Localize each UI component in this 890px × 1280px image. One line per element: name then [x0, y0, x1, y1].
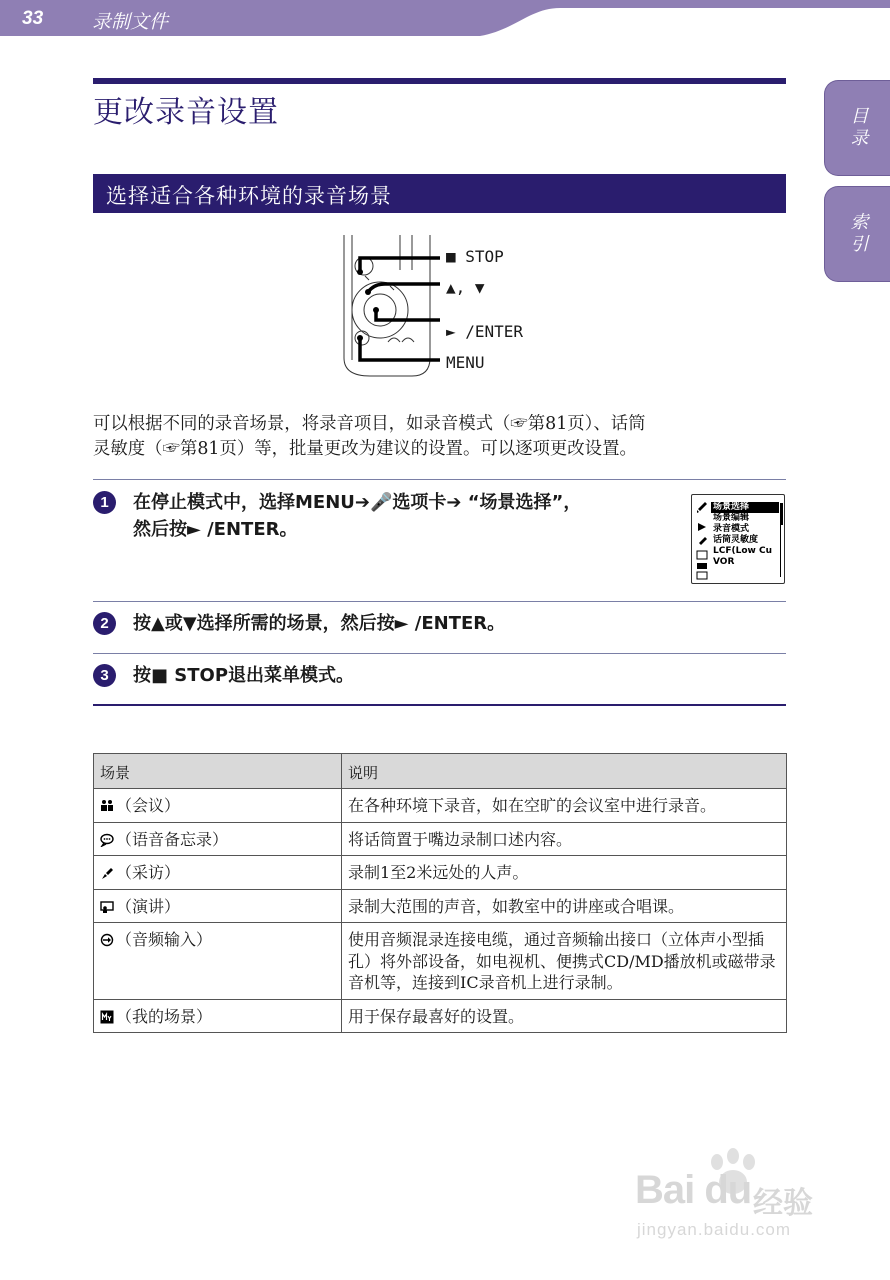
section-name: 录制文件	[92, 11, 169, 33]
description-cell: 录制大范围的声音，如教室中的讲座或合唱课。	[342, 889, 787, 923]
step-number: 1	[93, 491, 116, 514]
scene-table	[93, 753, 787, 1033]
scene-cell	[94, 999, 342, 1033]
page-number: 33	[22, 8, 44, 29]
divider	[93, 653, 786, 654]
step-line: 按▲或▼选择所需的场景，然后按► /ENTER。	[133, 613, 506, 634]
scene-name: （我的场景）	[116, 1006, 213, 1026]
label-enter: ► /ENTER	[446, 322, 524, 341]
watermark	[635, 1148, 835, 1248]
lcd-menu-item: 场景编辑	[713, 513, 750, 523]
lcd-menu-item: VOR	[713, 557, 735, 567]
subtitle: 选择适合各种环境的录音场景	[106, 184, 392, 208]
scene-cell	[94, 789, 342, 823]
divider	[93, 704, 786, 706]
device-illustration	[330, 230, 560, 390]
table-header-row	[94, 754, 787, 789]
table-row	[94, 889, 787, 923]
scene-cell	[94, 923, 342, 1000]
voice-memo-icon	[100, 833, 114, 847]
step-line: 在停止模式中，选择MENU➔🎤选项卡➔ “场景选择”，	[133, 492, 582, 513]
step-number: 3	[93, 664, 116, 687]
lcd-screen	[691, 494, 785, 584]
watermark-brand: Bai du	[635, 1168, 752, 1212]
description-cell: 录制1至2米远处的人声。	[342, 856, 787, 890]
label-updown: ▲, ▼	[446, 278, 485, 297]
description-cell: 将话筒置于嘴边录制口述内容。	[342, 822, 787, 856]
description-cell: 在各种环境下录音，如在空旷的会议室中进行录音。	[342, 789, 787, 823]
description-cell: 用于保存最喜好的设置。	[342, 999, 787, 1033]
watermark-jingyan: 经验	[753, 1186, 813, 1221]
subtitle-banner	[93, 174, 786, 213]
tab-index[interactable]	[824, 186, 890, 282]
my-scene-icon	[100, 1010, 114, 1024]
table-row	[94, 856, 787, 890]
meeting-icon	[100, 799, 114, 813]
scene-cell	[94, 889, 342, 923]
intro-paragraph	[93, 412, 793, 462]
lcd-scrollbar	[780, 503, 783, 577]
step-text	[133, 489, 581, 543]
title-rule	[93, 78, 786, 84]
audio-in-icon	[100, 933, 114, 947]
label-stop: ■ STOP	[446, 247, 504, 266]
scene-cell	[94, 856, 342, 890]
description-cell: 使用音频混录连接电缆，通过音频输出接口（立体声小型插孔）将外部设备，如电视机、便携式CD/MD播放机或磁带录音机等，连接到IC录音机上进行录制。	[342, 923, 787, 1000]
step-text	[133, 610, 505, 637]
lcd-menu-item: LCF(Low Cu	[713, 546, 772, 556]
divider	[93, 479, 786, 480]
column-header-scene: 场景	[94, 754, 342, 789]
tab-toc-label: 目录	[847, 106, 869, 150]
table-row	[94, 999, 787, 1033]
column-header-description: 说明	[342, 754, 787, 789]
table-row	[94, 822, 787, 856]
lcd-menu-list	[711, 502, 779, 568]
step-line: 按■ STOP退出菜单模式。	[133, 665, 355, 686]
scene-cell	[94, 822, 342, 856]
page-title: 更改录音设置	[93, 95, 279, 130]
intro-line: 可以根据不同的录音场景，将录音项目，如录音模式（☞第81页）、话筒	[93, 414, 646, 434]
lcd-menu-item: 录音模式	[713, 524, 750, 534]
intro-line: 灵敏度（☞第81页）等，批量更改为建议的设置。可以逐项更改设置。	[93, 439, 637, 459]
scene-name: （采访）	[116, 863, 181, 882]
scene-name: （演讲）	[116, 896, 181, 916]
table-row	[94, 923, 787, 1000]
step-number: 2	[93, 612, 116, 635]
tab-index-label: 索引	[847, 212, 869, 256]
step-line: 然后按► /ENTER。	[133, 519, 298, 540]
lcd-tab-icons	[695, 499, 709, 581]
scene-name: （音频输入）	[116, 930, 213, 949]
table-row	[94, 789, 787, 823]
watermark-url: jingyan.baidu.com	[637, 1220, 792, 1239]
lecture-icon	[100, 900, 114, 914]
lcd-menu-item: 场景选择	[711, 502, 779, 513]
tab-toc[interactable]	[824, 80, 890, 176]
label-menu: MENU	[446, 353, 485, 372]
step-text	[133, 662, 354, 689]
lcd-menu-item: 话筒灵敏度	[713, 535, 759, 545]
interview-icon	[100, 866, 114, 880]
divider	[93, 601, 786, 602]
scene-name: （语音备忘录）	[116, 829, 229, 849]
scene-name: （会议）	[116, 796, 181, 815]
